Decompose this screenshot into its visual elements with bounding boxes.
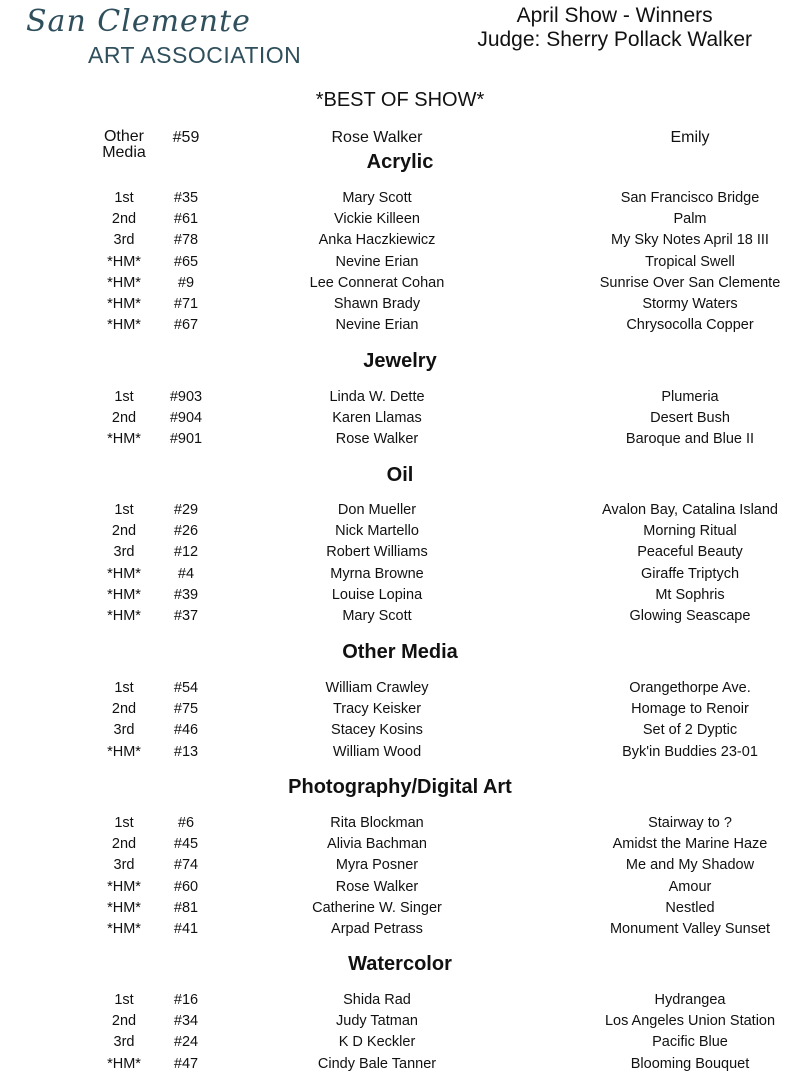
artwork-title: Sunrise Over San Clemente	[599, 274, 781, 291]
artwork-title: Giraffe Triptych	[640, 565, 740, 582]
artist-name: Mary Scott	[342, 190, 412, 206]
award-place: *HM*	[107, 431, 141, 448]
entry-number: #59	[172, 129, 200, 146]
entry-number: #65	[173, 253, 199, 270]
entry-number: #29	[173, 502, 199, 518]
entry-number: #61	[173, 211, 199, 228]
artist-name: Robert Williams	[326, 544, 428, 561]
award-place: 3rd	[113, 857, 135, 874]
artwork-title: Baroque and Blue II	[625, 431, 755, 448]
artwork-title: Homage to Renoir	[631, 701, 749, 718]
artist-name: Rita Blockman	[330, 815, 424, 831]
winner-row	[0, 431, 800, 451]
artist-name: Lee Connerat Cohan	[309, 274, 445, 291]
entry-number: #24	[173, 1034, 199, 1051]
artwork-title: Set of 2 Dyptic	[642, 722, 738, 739]
award-place: *HM*	[107, 565, 141, 582]
award-place: 2nd	[111, 1013, 137, 1030]
logo	[12, 2, 312, 72]
artist-name: Louise Lopina	[331, 586, 423, 603]
entry-number: #13	[173, 743, 199, 760]
entry-number: #47	[173, 1055, 199, 1072]
artwork-title: Amour	[668, 878, 712, 895]
artwork-title: Peaceful Beauty	[637, 544, 743, 561]
winner-row	[0, 900, 800, 920]
artwork-title: Pacific Blue	[652, 1034, 728, 1051]
award-place: 1st	[114, 389, 134, 405]
award-place: *HM*	[107, 317, 141, 334]
entry-number: #904	[169, 410, 203, 427]
winner-row	[0, 744, 800, 764]
winner-row	[0, 857, 800, 877]
award-place: *HM*	[107, 253, 141, 270]
award-place: *HM*	[107, 878, 141, 895]
entry-number: #45	[173, 836, 199, 853]
award-line-2: Media	[102, 144, 146, 161]
entry-number: #6	[177, 815, 195, 831]
winner-row	[0, 921, 800, 941]
winner-row	[0, 296, 800, 316]
award-place: *HM*	[107, 608, 141, 624]
winner-row	[0, 1056, 800, 1076]
artist-name: Rose Walker	[335, 431, 419, 448]
award-place: *HM*	[107, 899, 141, 916]
award-place: *HM*	[107, 296, 141, 312]
award-place: *HM*	[107, 1055, 141, 1072]
award-place: 1st	[114, 190, 134, 206]
artwork-title: Stairway to ?	[648, 815, 732, 831]
award-place: 3rd	[113, 232, 135, 249]
artwork-title: Orangethorpe Ave.	[629, 680, 751, 696]
document-header	[477, 4, 752, 52]
winner-row	[0, 1013, 800, 1033]
artwork-title: Glowing Seascape	[629, 608, 751, 624]
artwork-title: Desert Bush	[650, 410, 730, 427]
entry-number: #903	[169, 389, 203, 405]
winner-row	[0, 836, 800, 856]
artist-name: Tracy Keisker	[332, 701, 422, 718]
artist-name: Rose Walker	[335, 878, 419, 895]
artwork-title: Tropical Swell	[645, 253, 735, 270]
artist-name: Vickie Killeen	[334, 211, 420, 228]
winner-row	[0, 701, 800, 721]
artwork-title: Blooming Bouquet	[630, 1055, 750, 1072]
entry-number: #74	[173, 857, 199, 874]
entry-number: #60	[173, 878, 199, 895]
artist-name: Shawn Brady	[333, 296, 421, 312]
winner-row	[0, 190, 800, 210]
entry-number: #67	[173, 317, 199, 334]
artist-name: Anka Haczkiewicz	[318, 232, 436, 249]
entry-number: #34	[173, 1013, 199, 1030]
artist-name: K D Keckler	[338, 1034, 416, 1051]
award-place: *HM*	[107, 743, 141, 760]
entry-number: #75	[173, 701, 199, 718]
award-line-1: Other	[103, 128, 144, 145]
best-of-show-heading: *BEST OF SHOW*	[315, 89, 485, 111]
winner-row	[0, 680, 800, 700]
artist-name: William Crawley	[325, 680, 429, 696]
winner-row	[0, 608, 800, 628]
artist-name: Catherine W. Singer	[312, 899, 442, 916]
artist-name: Rose Walker	[331, 129, 423, 146]
winner-row	[0, 502, 800, 522]
award-place: 3rd	[113, 1034, 135, 1051]
category-heading: Other Media	[342, 641, 458, 663]
artwork-title: Nestled	[665, 899, 715, 916]
award-place: *HM*	[107, 921, 141, 937]
artwork-title: Avalon Bay, Catalina Island	[602, 502, 778, 518]
artwork-title: My Sky Notes April 18 III	[611, 232, 769, 249]
entry-number: #12	[173, 544, 199, 561]
entry-number: #54	[173, 680, 199, 696]
winner-row	[0, 410, 800, 430]
artwork-title: San Francisco Bridge	[620, 190, 760, 206]
award-place: 2nd	[111, 523, 137, 540]
winner-row	[0, 815, 800, 835]
award-place: 3rd	[113, 544, 135, 561]
artwork-title: Byk'in Buddies 23-01	[622, 743, 758, 760]
category-heading: Jewelry	[363, 350, 437, 372]
award-place: 2nd	[111, 836, 137, 853]
winner-row	[0, 587, 800, 607]
logo-script-text: San Clemente	[26, 4, 251, 39]
artwork-title: Amidst the Marine Haze	[612, 836, 768, 853]
award-place: 1st	[114, 992, 134, 1008]
winner-row	[0, 254, 800, 274]
award-place: *HM*	[107, 274, 141, 291]
artwork-title: Mt Sophris	[655, 586, 725, 603]
artwork-title: Morning Ritual	[643, 523, 737, 540]
artist-name: Myrna Browne	[330, 565, 424, 582]
category-heading: Photography/Digital Art	[288, 776, 512, 798]
entry-number: #37	[173, 608, 199, 624]
artwork-title: Palm	[673, 211, 707, 228]
winner-row	[0, 389, 800, 409]
artwork-title: Hydrangea	[654, 992, 726, 1008]
entry-number: #78	[173, 232, 199, 249]
logo-subtitle: ART ASSOCIATION	[88, 42, 302, 68]
artwork-title: Los Angeles Union Station	[604, 1013, 776, 1030]
artwork-title: Stormy Waters	[642, 296, 738, 312]
artist-name: Nevine Erian	[335, 253, 419, 270]
entry-number: #16	[173, 992, 199, 1008]
entry-number: #41	[173, 921, 199, 937]
artwork-title: Me and My Shadow	[625, 857, 755, 874]
winner-row	[0, 232, 800, 252]
winner-row	[0, 722, 800, 742]
award-place: *HM*	[107, 586, 141, 603]
artist-name: Alivia Bachman	[327, 836, 427, 853]
artwork-title: Chrysocolla Copper	[626, 317, 754, 334]
award-place: 2nd	[111, 701, 137, 718]
award-place: 1st	[114, 502, 134, 518]
category-heading: Watercolor	[348, 953, 452, 975]
artist-name: Arpad Petrass	[331, 921, 423, 937]
artist-name: Nick Martello	[335, 523, 419, 540]
award-place: 3rd	[113, 722, 135, 739]
artist-name: William Wood	[332, 743, 422, 760]
header-title: April Show - Winners	[516, 4, 713, 27]
category-heading: Oil	[386, 464, 414, 486]
winner-row	[0, 523, 800, 543]
winner-row	[0, 211, 800, 231]
winner-row	[0, 317, 800, 337]
entry-number: #35	[173, 190, 199, 206]
artist-name: Myra Posner	[335, 857, 419, 874]
winner-row	[0, 1034, 800, 1054]
header-judge: Judge: Sherry Pollack Walker	[477, 28, 752, 51]
artist-name: Don Mueller	[337, 502, 417, 518]
entry-number: #46	[173, 722, 199, 739]
entry-number: #71	[173, 296, 199, 312]
artwork-title: Plumeria	[661, 389, 719, 405]
artist-name: Stacey Kosins	[331, 722, 423, 739]
artist-name: Shida Rad	[343, 992, 411, 1008]
winner-row	[0, 544, 800, 564]
winner-row	[0, 879, 800, 899]
winner-row	[0, 275, 800, 295]
artwork-title: Monument Valley Sunset	[609, 921, 771, 937]
winner-row	[0, 992, 800, 1012]
artist-name: Nevine Erian	[335, 317, 419, 334]
artist-name: Cindy Bale Tanner	[317, 1055, 437, 1072]
award-place: 2nd	[111, 410, 137, 427]
artist-name: Linda W. Dette	[329, 389, 425, 405]
artist-name: Judy Tatman	[336, 1013, 418, 1030]
award-place: 1st	[114, 680, 134, 696]
award-place: 1st	[114, 815, 134, 831]
entry-number: #901	[169, 431, 203, 448]
entry-number: #81	[173, 899, 199, 916]
winner-row	[0, 566, 800, 586]
category-heading: Acrylic	[366, 151, 434, 173]
entry-number: #4	[177, 565, 195, 582]
artist-name: Mary Scott	[342, 608, 412, 624]
entry-number: #9	[177, 274, 195, 291]
entry-number: #26	[173, 523, 199, 540]
artwork-title: Emily	[670, 129, 710, 146]
entry-number: #39	[173, 586, 199, 603]
award-place: 2nd	[111, 211, 137, 228]
artist-name: Karen Llamas	[332, 410, 422, 427]
